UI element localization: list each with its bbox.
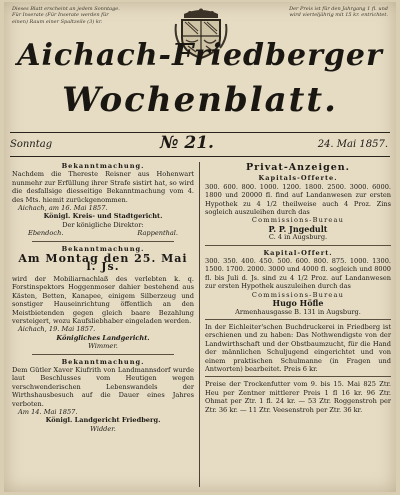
divider (10, 156, 390, 157)
book-ad-text: In der Eichleiter'schen Buchdruckerei in Friedberg ist erschienen und zu haben: Das Nothwendigste von der Landwirthschaft und der Obstbaumzucht, für die Hand der männlichen Schuljugend eingerichtet und von einem praktischen Schulmanne (in Fragen und Antworten) bearbeitet. Preis 6 kr. (205, 322, 391, 373)
newspaper-page (4, 2, 396, 492)
official-notices-column (12, 162, 194, 492)
divider (205, 376, 391, 377)
dateline (10, 135, 390, 155)
notice-date: Aichach, am 16. Mai 1857. (18, 204, 108, 213)
notice-text: Nachdem die Thereste Reisner aus Hohenwart nunmehr zur Erfüllung ihrer Strafe sistirt hat, so wird die desfallsige diesseitige Bekanntmachung vom 4. des Mts. hiemit zurückgenommen. (12, 170, 194, 204)
fodder-prices-text: Preise der Trockenfutter vom 9. bis 15. Mai 825 Ztr. Heu per Zentner mittlerer Preis 1 fl 16 kr. 96 Ztr. Ohmat per Ztr. 1 fl. 24 kr. — 53 Ztr. Roggenstroh per Ztr. 36 kr. — 11 Ztr. Veesenstroh per Ztr. 36 kr. (205, 380, 391, 414)
ad-title: Kapital-Offert. (263, 248, 333, 257)
ad-address: C. 4 in Augsburg. (268, 233, 328, 242)
divider (205, 245, 391, 246)
notice-date: Aichach, 19. Mai 1857. (18, 325, 96, 334)
ad-name: Hugo Höfle (272, 298, 324, 309)
notice-date: Am 14. Mai 1857. (18, 407, 78, 416)
divider (32, 241, 174, 242)
notice-heading: Bekanntmachung. (61, 244, 145, 253)
ad-name: P. P. Jngedult (268, 223, 328, 234)
ad-bureau: Commissions-Bureau (251, 216, 345, 225)
notice-heading: Bekanntmachung. (61, 162, 145, 170)
divider (32, 354, 174, 355)
masthead-line-1: Aichach-Friedberger (17, 38, 383, 73)
notice-signature: Widder. (90, 424, 116, 433)
divider (205, 319, 391, 320)
notice-signature: Rappenthal. (137, 229, 178, 238)
section-heading: Privat-Anzeigen. (246, 162, 350, 173)
ad-text: 300. 600. 800. 1000. 1200. 1800. 2500. 3000. 6000. 1800 und 20000 fl. find auf Landanwesen zur ersten Hypothek zu 4 1/2 theilweise auch 4 Proz. Zins sogleich auszuleihen durch das (205, 182, 391, 217)
notice-court: Königl. Kreis- und Stadtgericht. (43, 212, 163, 221)
price-note: Der Preis ist für den Jahrgang 1 fl. und wird vierteljährig mit 15 kr. entrichtet. (289, 6, 388, 19)
ad-bureau: Commissions-Bureau (251, 290, 345, 299)
notice-court: Königliches Landgericht. (56, 333, 150, 342)
column-divider (199, 162, 200, 487)
notice-text: wird der Mobiliarnachlaß des verlebten k. q. Forstinspektors Hoggenmoser dahier bestehend aus Kästen, Betten, Kanapee, einigem Silberzeug und sonstiger Hauseinrichtung öffentlich an den Meistbietenden gegen gleich baare Bezahlung versteigert, wozu Kaufsliebhaber eingeladen werden. (12, 274, 194, 325)
notice-signature: Ebendoch. (28, 229, 64, 238)
subscription-note: Dieses Blatt erscheint an jedem Sonntage. Für Inserate (Für Inserate werden für einen) Raum einer Spaltzeile (3) kr. (12, 6, 120, 25)
auction-date: Am Montag den 25. Mai l. Js. (18, 252, 188, 274)
issue-number: № 21. (160, 133, 214, 153)
notice-signature: Wimmer. (88, 342, 118, 351)
notice-court: Königl. Landgericht Friedberg. (45, 416, 161, 425)
issue-day: Sonntag (10, 139, 53, 150)
issue-date: 24. Mai 1857. (317, 139, 388, 150)
ad-title: Kapitals-Offerte. (258, 174, 338, 183)
notice-text: Dem Gütler Xaver Kiufrith von Landmannsdorf wurde laut Beschlusses vom Heutigen wegen verschwenderischen Lebenswandels der Wirthshausbesuch auf die Dauer eines Jahres verboten. (12, 365, 194, 408)
ad-text: 300. 350. 400. 450. 500. 600. 800. 875. 1000. 1300. 1500. 1700. 2000. 3000 und 4000 fl. sogleich und 8000 fl. bis Juli d. Js. sind zu 4 1/2 Proz. auf Landanwesen zur ersten Hypothek auszuleihen durch das (205, 257, 391, 291)
private-ads-column (205, 162, 391, 492)
notice-heading: Bekanntmachung. (61, 357, 145, 366)
ad-address: Armenhausgasse B. 131 in Augsburg. (235, 307, 361, 316)
masthead-line-2: Wochenblatt. (62, 80, 338, 120)
notice-director: Der königliche Direktor: (62, 220, 144, 229)
